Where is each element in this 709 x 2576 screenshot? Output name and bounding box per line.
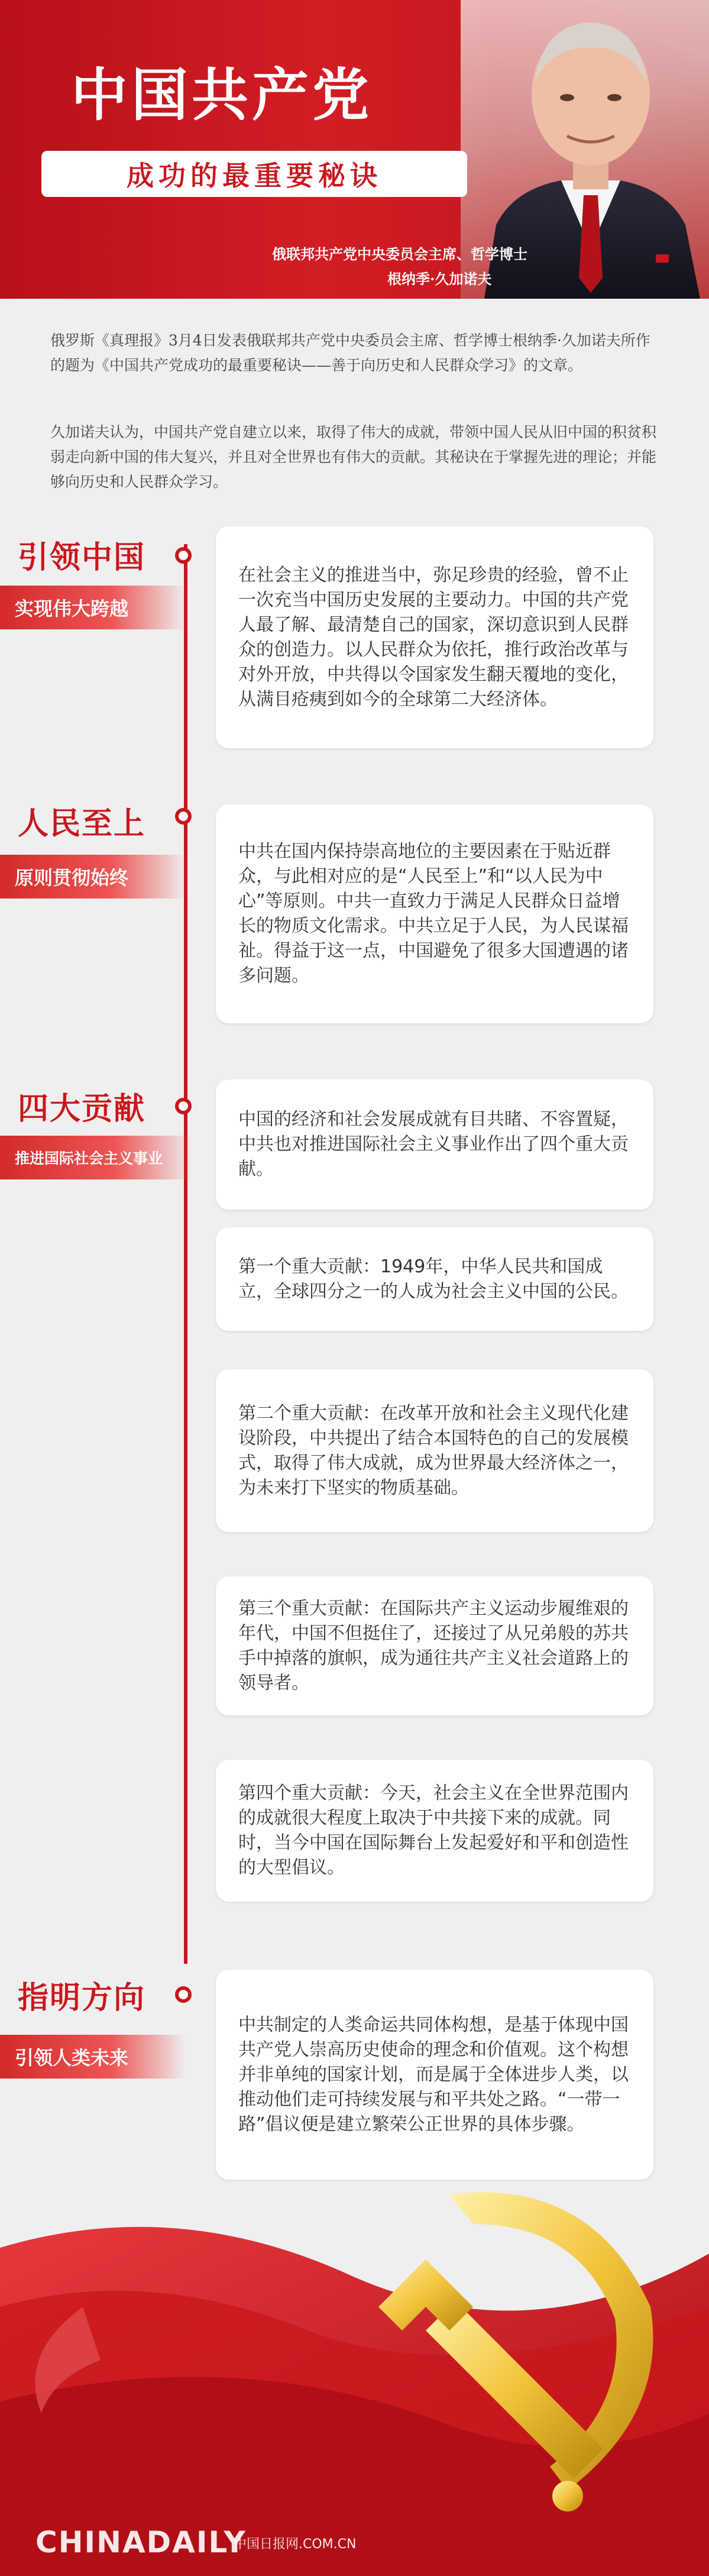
content-card xyxy=(216,804,653,1023)
section-tag-four-contributions: 推进国际社会主义事业 xyxy=(0,1136,192,1179)
timeline-dot xyxy=(175,547,192,564)
watermark-cn-text: 中国日报网 xyxy=(234,2537,299,2552)
content-card xyxy=(216,1369,653,1532)
card-text: 第三个重大贡献：在国际共产主义运动步履维艰的年代，中国不但挺住了，还接过了从兄弟般的苏共手中掉落的旗帜，成为通往共产主义社会道路上的领导者。 xyxy=(238,1598,629,1693)
chinadaily-watermark-cn xyxy=(234,2534,356,2552)
section-tag-people-first: 原则贯彻始终 xyxy=(0,855,186,898)
timeline-dot xyxy=(175,808,192,825)
card-text: 第四个重大贡献：今天，社会主义在全世界范围内的成就很大程度上取决于中共接下来的成就。同时，当今中国在国际舞台上发起爱好和平和创造性的大型倡议。 xyxy=(238,1783,629,1878)
card-text: 第一个重大贡献：1949年，中华人民共和国成立，全球四分之一的人成为社会主义中国的公民。 xyxy=(238,1256,629,1302)
chinadaily-watermark: CHINADAILY xyxy=(35,2525,247,2559)
content-card xyxy=(216,526,653,748)
footer-graphic xyxy=(0,1999,709,2576)
content-card xyxy=(216,1079,653,1210)
section-tag-show-direction: 引领人类未来 xyxy=(0,2035,186,2079)
card-text: 中共制定的人类命运共同体构想，是基于体现中国共产党人崇高历史使命的理念和价值观。这个构想并非单纯的国家计划，而是属于全体进步人类，以推动他们走可持续发展与和平共处之路。“一带一路”倡议便是建立繁荣公正世界的具体步骤。 xyxy=(238,2014,629,2135)
section-title-lead-china: 引领中国 xyxy=(18,539,146,576)
section-title-four-contributions: 四大贡献 xyxy=(18,1091,146,1127)
subtitle-box xyxy=(41,151,467,197)
timeline-dot xyxy=(175,1098,192,1114)
content-card xyxy=(216,1576,653,1715)
section-title-show-direction: 指明方向 xyxy=(18,1980,146,2016)
card-text: 第二个重大贡献：在改革开放和社会主义现代化建设阶段，中共提出了结合本国特色的自己的发展模式，取得了伟大成就，成为世界最大经济体之一，为未来打下坚实的物质基础。 xyxy=(238,1402,629,1498)
header-banner xyxy=(0,0,709,299)
section-tag-lead-china: 实现伟大跨越 xyxy=(0,586,186,629)
author-name: 根纳季·久加诺夫 xyxy=(387,270,492,287)
content-card xyxy=(216,1760,653,1902)
section-title-people-first: 人民至上 xyxy=(18,806,146,842)
intro-paragraph-1: 俄罗斯《真理报》3月4日发表俄联邦共产党中央委员会主席、哲学博士根纳季·久加诺夫所作的题为《中国共产党成功的最重要秘诀——善于向历史和人民群众学习》的文章。 xyxy=(50,332,650,374)
party-emblem-backdrop xyxy=(0,1999,709,2576)
card-text: 中共在国内保持崇高地位的主要因素在于贴近群众，与此相对应的是“人民至上”和“以人民为中心”等原则。中共一直致力于满足人民群众日益增长的物质文化需求。中共立足于人民，为人民谋福祉。得益于这一点，中国避免了很多大国遭遇的诸多问题。 xyxy=(238,841,629,986)
timeline-line xyxy=(184,544,187,1964)
watermark-suffix: .COM.CN xyxy=(299,2537,357,2552)
content-card xyxy=(216,1227,653,1331)
card-text: 在社会主义的推进当中，弥足珍贵的经验，曾不止一次充当中国历史发展的主要动力。中国的共产党人最了解、最清楚自己的国家，深切意识到人民群众的创造力。以人民群众为依托，推行政治改革与对外开放，中共得以令国家发生翻天覆地的变化，从满目疮痍到如今的全球第二大经济体。 xyxy=(238,564,629,710)
page-title: 中国共产党 xyxy=(71,62,373,128)
card-text: 中国的经济和社会发展成就有目共睹、不容置疑，中共也对推进国际社会主义事业作出了四个重大贡献。 xyxy=(238,1109,629,1179)
intro-paragraph-2: 久加诺夫认为，中国共产党自建立以来，取得了伟大的成就，带领中国人民从旧中国的积贫积弱走向新中国的伟大复兴，并且对全世界也有伟大的贡献。其秘诀在于掌握先进的理论；并能够向历史和人民群众学习。 xyxy=(50,424,657,490)
page-subtitle: 成功的最重要秘诀 xyxy=(127,160,382,192)
author-role: 俄联邦共产党中央委员会主席、哲学博士 xyxy=(272,245,527,263)
